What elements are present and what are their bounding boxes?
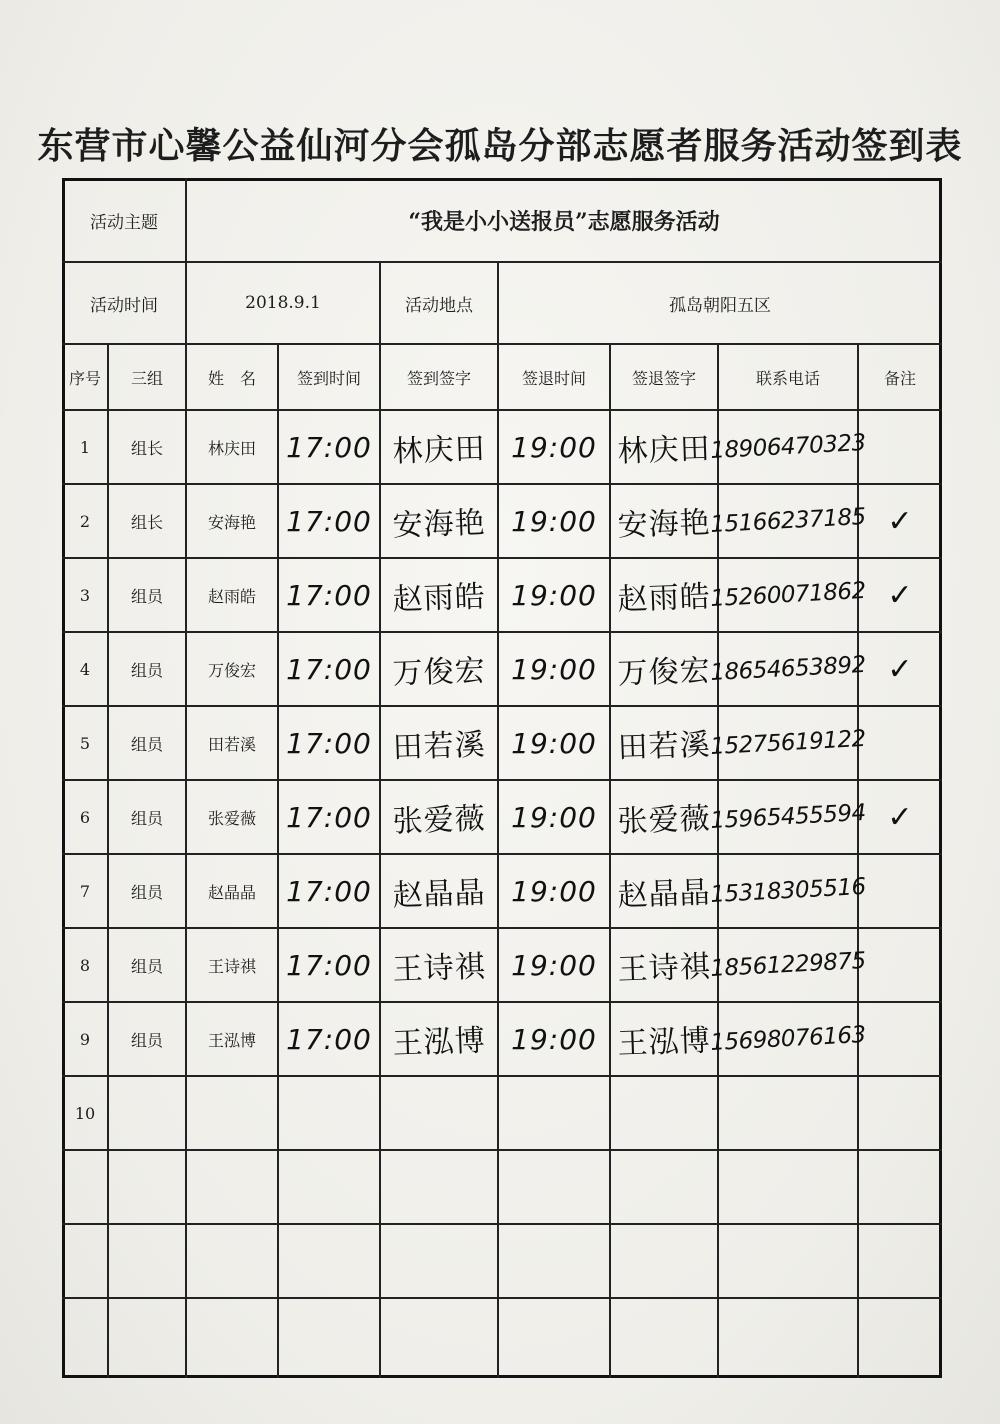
group-role: 组员 [130,1030,163,1050]
time-value: 2018.9.1 [245,293,321,313]
group-role: 组长 [130,438,163,458]
sign-out-signature: 张爱薇 [617,801,712,840]
sign-out-signature: 赵雨皓 [617,579,712,618]
row-number: 1 [79,437,91,457]
sign-in-time: 17:00 [286,652,372,686]
row-number: 10 [74,1103,96,1123]
phone-number: 18906470323 [709,429,867,465]
group-role: 组员 [130,734,163,754]
volunteer-name: 田若溪 [207,734,256,754]
phone-number: 15275619122 [709,725,867,761]
sign-in-time: 17:00 [286,1022,372,1056]
sign-out-time: 19:00 [511,504,597,538]
sign-in-signature: 赵晶晶 [392,875,487,914]
column-header-note: 备注 [883,368,916,388]
sign-out-signature: 安海艳 [617,505,712,544]
sign-out-signature: 王诗祺 [617,949,712,988]
phone-number: 15318305516 [709,873,867,909]
volunteer-name: 王泓博 [207,1030,256,1050]
theme-value: “我是小小送报员”志愿服务活动 [408,208,720,235]
phone-number: 18561229875 [709,947,867,983]
column-header-phone: 联系电话 [755,368,820,388]
column-header-role: 三组 [130,368,163,388]
sign-in-sheet [62,178,942,1378]
row-number: 5 [79,733,91,753]
sign-out-time: 19:00 [511,578,597,612]
group-role: 组员 [130,956,163,976]
checkmark-icon: ✓ [887,799,913,835]
volunteer-name: 赵雨皓 [207,586,256,606]
sign-out-time: 19:00 [511,874,597,908]
place-value: 孤岛朝阳五区 [669,295,771,316]
sign-out-signature: 林庆田 [617,431,712,470]
phone-number: 15166237185 [709,503,867,539]
sign-in-time: 17:00 [286,430,372,464]
sign-in-time: 17:00 [286,504,372,538]
column-header-out-time: 签退时间 [521,368,586,388]
volunteer-name: 张爱薇 [207,808,256,828]
phone-number: 15260071862 [709,577,867,613]
sign-out-signature: 赵晶晶 [617,875,712,914]
row-number: 3 [79,585,91,605]
sign-out-signature: 万俊宏 [617,653,712,692]
group-role: 组员 [130,882,163,902]
sign-in-time: 17:00 [286,874,372,908]
phone-number: 15965455594 [709,799,867,835]
place-label: 活动地点 [405,295,473,316]
sign-out-time: 19:00 [511,1022,597,1056]
sign-out-time: 19:00 [511,726,597,760]
sign-out-signature: 王泓博 [617,1023,712,1062]
column-header-no: 序号 [68,368,101,388]
sign-in-signature: 安海艳 [392,505,487,544]
checkmark-icon: ✓ [887,651,913,687]
volunteer-name: 王诗祺 [207,956,256,976]
sign-in-signature: 赵雨皓 [392,579,487,618]
time-label: 活动时间 [90,295,158,316]
group-role: 组员 [130,660,163,680]
volunteer-name: 万俊宏 [207,660,256,680]
sign-in-time: 17:00 [286,800,372,834]
volunteer-name: 安海艳 [207,512,256,532]
sign-out-time: 19:00 [511,800,597,834]
row-number: 6 [79,807,91,827]
row-number: 4 [79,659,91,679]
sign-out-time: 19:00 [511,652,597,686]
sign-in-time: 17:00 [286,578,372,612]
column-header-in-sig: 签到签字 [406,368,471,388]
page-title: 东营市心馨公益仙河分会孤岛分部志愿者服务活动签到表 [37,125,963,167]
column-header-out-sig: 签退签字 [631,368,696,388]
sign-in-signature: 万俊宏 [392,653,487,692]
theme-label: 活动主题 [90,212,158,233]
sign-in-signature: 林庆田 [392,431,487,470]
sign-in-signature: 王诗祺 [392,949,487,988]
sign-in-signature: 田若溪 [392,727,487,766]
sign-in-signature: 王泓博 [392,1023,487,1062]
volunteer-name: 林庆田 [207,438,256,458]
sign-in-time: 17:00 [286,948,372,982]
sign-out-time: 19:00 [511,430,597,464]
checkmark-icon: ✓ [887,577,913,613]
phone-number: 15698076163 [709,1021,867,1057]
checkmark-icon: ✓ [887,503,913,539]
group-role: 组员 [130,808,163,828]
volunteer-name: 赵晶晶 [207,882,256,902]
column-header-name: 姓 名 [207,368,256,388]
sign-in-time: 17:00 [286,726,372,760]
row-number: 8 [79,955,91,975]
group-role: 组员 [130,586,163,606]
sign-in-signature: 张爱薇 [392,801,487,840]
column-header-in-time: 签到时间 [296,368,361,388]
group-role: 组长 [130,512,163,532]
phone-number: 18654653892 [709,651,867,687]
row-number: 2 [79,511,91,531]
sign-out-signature: 田若溪 [617,727,712,766]
row-number: 9 [79,1029,91,1049]
row-number: 7 [79,881,91,901]
sign-out-time: 19:00 [511,948,597,982]
